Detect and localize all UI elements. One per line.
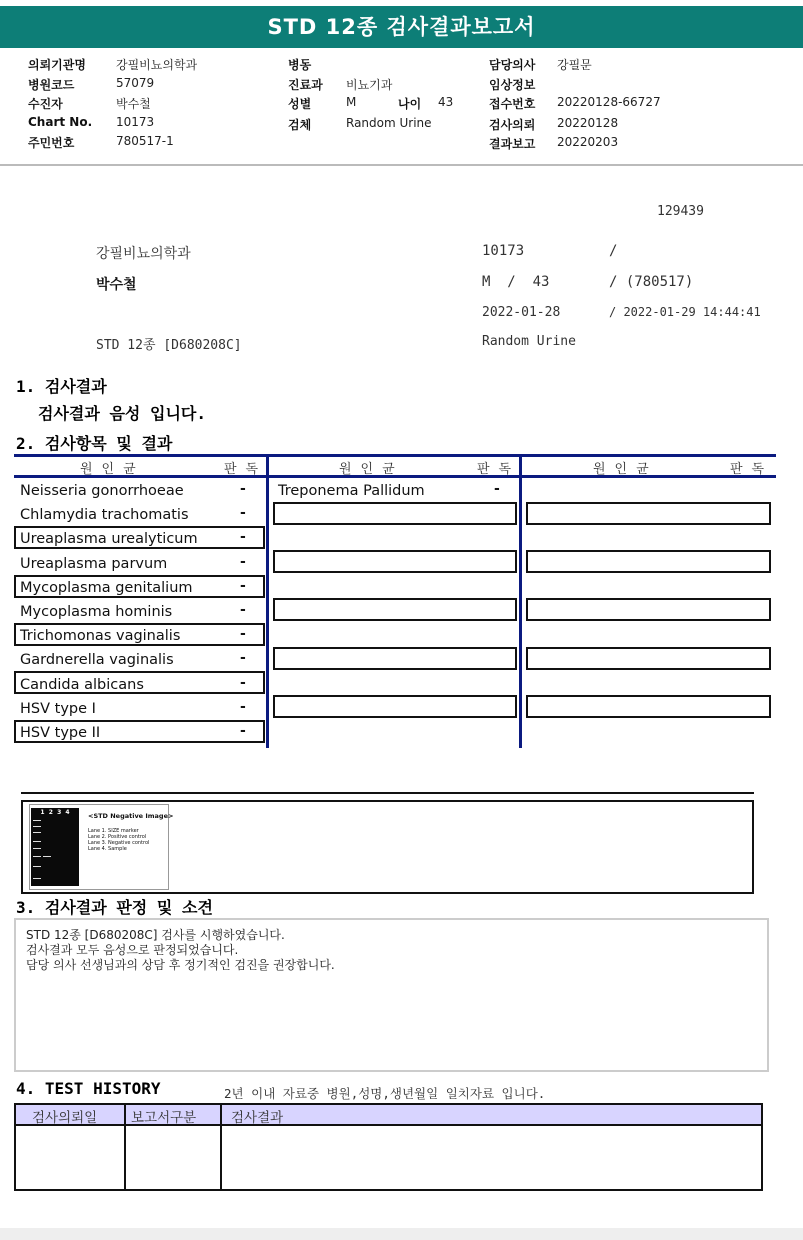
header-label: 접수번호	[489, 97, 536, 111]
gel-lane-numbers: 1 2 3 4	[40, 809, 70, 816]
history-col-request-date: 검사의뢰일	[32, 1110, 98, 1126]
header-col-3	[489, 56, 661, 155]
patient-birth: / (780517)	[609, 274, 694, 290]
history-table-header	[14, 1103, 763, 1126]
col-header-pathogen: 원인균	[593, 462, 658, 477]
header-value: 10173	[116, 114, 155, 129]
header-label: 담당의사	[489, 58, 536, 72]
section-1-title: 1. 검사결과	[16, 377, 107, 396]
gel-legend	[88, 828, 149, 852]
header-value: 20220128	[557, 115, 619, 130]
opinion-line: 검사결과 모두 음성으로 판정되었습니다.	[26, 943, 239, 957]
header-label: 검사의뢰	[489, 117, 536, 132]
header-label: 주민번호	[28, 136, 75, 150]
pathogen-result: -	[240, 481, 246, 497]
patient-slash: /	[609, 243, 618, 259]
patient-clinic: 강필비뇨의학과	[96, 246, 191, 262]
header-label: 성별	[288, 97, 312, 111]
table-top-line	[14, 454, 776, 457]
patient-date-reported: / 2022-01-29 14:44:41	[609, 305, 761, 319]
pathogen-name: Mycoplasma hominis	[20, 604, 173, 620]
header-value: Random Urine	[346, 115, 432, 130]
header-divider	[0, 164, 803, 166]
pathogen-name: Mycoplasma genitalium	[20, 579, 193, 596]
pathogen-result: -	[240, 529, 246, 546]
header-value: 20220128-66727	[557, 95, 661, 109]
col-header-result: 판독	[477, 462, 521, 477]
opinion-line: 담당 의사 선생님과의 상담 후 정기적인 검진을 권장합니다.	[26, 958, 335, 972]
empty-result-box	[526, 695, 771, 718]
history-col-divider	[220, 1103, 222, 1191]
age-value: 43	[438, 95, 454, 109]
table-col-divider	[519, 454, 522, 748]
header-label: Chart No.	[28, 114, 93, 129]
pathogen-name: Treponema Pallidum	[278, 483, 425, 499]
header-value: 강필비뇨의학과	[116, 58, 198, 72]
col-header-result: 판독	[224, 462, 268, 477]
col-header-pathogen: 원인균	[80, 462, 145, 477]
pathogen-name: Candida albicans	[20, 676, 144, 693]
patient-sex-age: M / 43	[482, 274, 550, 290]
pathogen-result: -	[494, 481, 500, 497]
pathogen-result: -	[240, 674, 246, 691]
patient-specimen: Random Urine	[482, 334, 576, 349]
footer-bar	[0, 1228, 803, 1240]
header-value: 780517-1	[116, 134, 174, 148]
empty-result-box	[273, 598, 517, 621]
header-label: 병동	[288, 58, 312, 72]
pathogen-result: -	[240, 602, 246, 618]
pathogen-name: Chlamydia trachomatis	[20, 507, 189, 524]
history-col-divider	[124, 1103, 126, 1191]
header-col-2	[288, 56, 453, 135]
header-label: 수진자	[28, 97, 63, 111]
age-label: 나이	[398, 97, 422, 111]
header-col-1	[28, 56, 197, 154]
pathogen-result: -	[240, 698, 246, 715]
section-4-title: 4. TEST HISTORY	[16, 1079, 161, 1098]
report-title: STD 12종 검사결과보고서	[0, 6, 803, 48]
empty-result-box	[526, 598, 771, 621]
empty-result-box	[526, 647, 771, 670]
header-label: 검체	[288, 117, 312, 132]
history-col-report-type: 보고서구분	[131, 1110, 197, 1126]
patient-test-name: STD 12종 [D680208C]	[96, 338, 242, 353]
empty-result-box	[273, 647, 517, 670]
opinion-box	[14, 918, 769, 1072]
empty-result-box	[526, 550, 771, 573]
empty-result-box	[273, 550, 517, 573]
empty-result-box	[273, 502, 517, 525]
gel-electrophoresis-picture	[31, 808, 79, 886]
patient-date-received: 2022-01-28	[482, 305, 561, 320]
col-header-result: 판독	[730, 462, 774, 477]
gel-legend-item: Lane 1. SIZE marker	[88, 828, 139, 834]
header-label: 진료과	[288, 77, 323, 92]
pathogen-name: Ureaplasma urealyticum	[20, 531, 198, 548]
empty-result-box	[273, 695, 517, 718]
table-col-divider	[266, 454, 269, 748]
image-divider	[21, 792, 754, 794]
header-value: 강필문	[557, 58, 592, 72]
pathogen-name: Gardnerella vaginalis	[20, 652, 174, 669]
header-label: 의뢰기관명	[28, 58, 86, 72]
header-value: 57079	[116, 75, 155, 90]
empty-result-box	[526, 502, 771, 525]
history-note: 2년 이내 자료중 병원,성명,생년월일 일치자료 입니다.	[224, 1086, 546, 1101]
pathogen-result: -	[240, 626, 246, 643]
header-label: 결과보고	[489, 137, 536, 151]
patient-name: 박수철	[96, 277, 137, 293]
gel-legend-item: Lane 2. Positive control	[88, 834, 147, 840]
pathogen-result: -	[240, 553, 246, 570]
section-3-title: 3. 검사결과 판정 및 소견	[16, 898, 213, 917]
pathogen-name: HSV type I	[20, 700, 96, 717]
patient-chart-no: 10173	[482, 243, 525, 259]
header-value: M	[346, 95, 357, 109]
patient-id-number: 129439	[657, 204, 704, 219]
opinion-line: STD 12종 [D680208C] 검사를 시행하였습니다.	[26, 928, 285, 942]
header-value: 박수철	[116, 97, 151, 111]
pathogen-name: Ureaplasma parvum	[20, 555, 168, 572]
gel-image-title: <STD Negative Image>	[88, 812, 174, 820]
pathogen-name: HSV type II	[20, 725, 101, 741]
header-label: 병원코드	[28, 77, 75, 92]
header-value: 비뇨기과	[346, 77, 393, 92]
pathogen-result: -	[240, 723, 246, 739]
section-2-title: 2. 검사항목 및 결과	[16, 434, 173, 453]
pathogen-name: Neisseria gonorrhoeae	[20, 483, 184, 499]
section-1-summary: 검사결과 음성 입니다.	[38, 404, 207, 423]
gel-legend-item: Lane 4. Sample	[88, 846, 127, 852]
header-value: 20220203	[557, 135, 619, 149]
history-col-result: 검사결과	[231, 1110, 284, 1126]
pathogen-result: -	[240, 577, 246, 594]
header-label: 임상정보	[489, 77, 536, 92]
col-header-pathogen: 원인균	[339, 462, 404, 477]
pathogen-name: Trichomonas vaginalis	[20, 628, 181, 645]
gel-legend-item: Lane 3. Negative control	[88, 840, 150, 846]
pathogen-result: -	[240, 505, 246, 522]
pathogen-result: -	[240, 650, 246, 667]
